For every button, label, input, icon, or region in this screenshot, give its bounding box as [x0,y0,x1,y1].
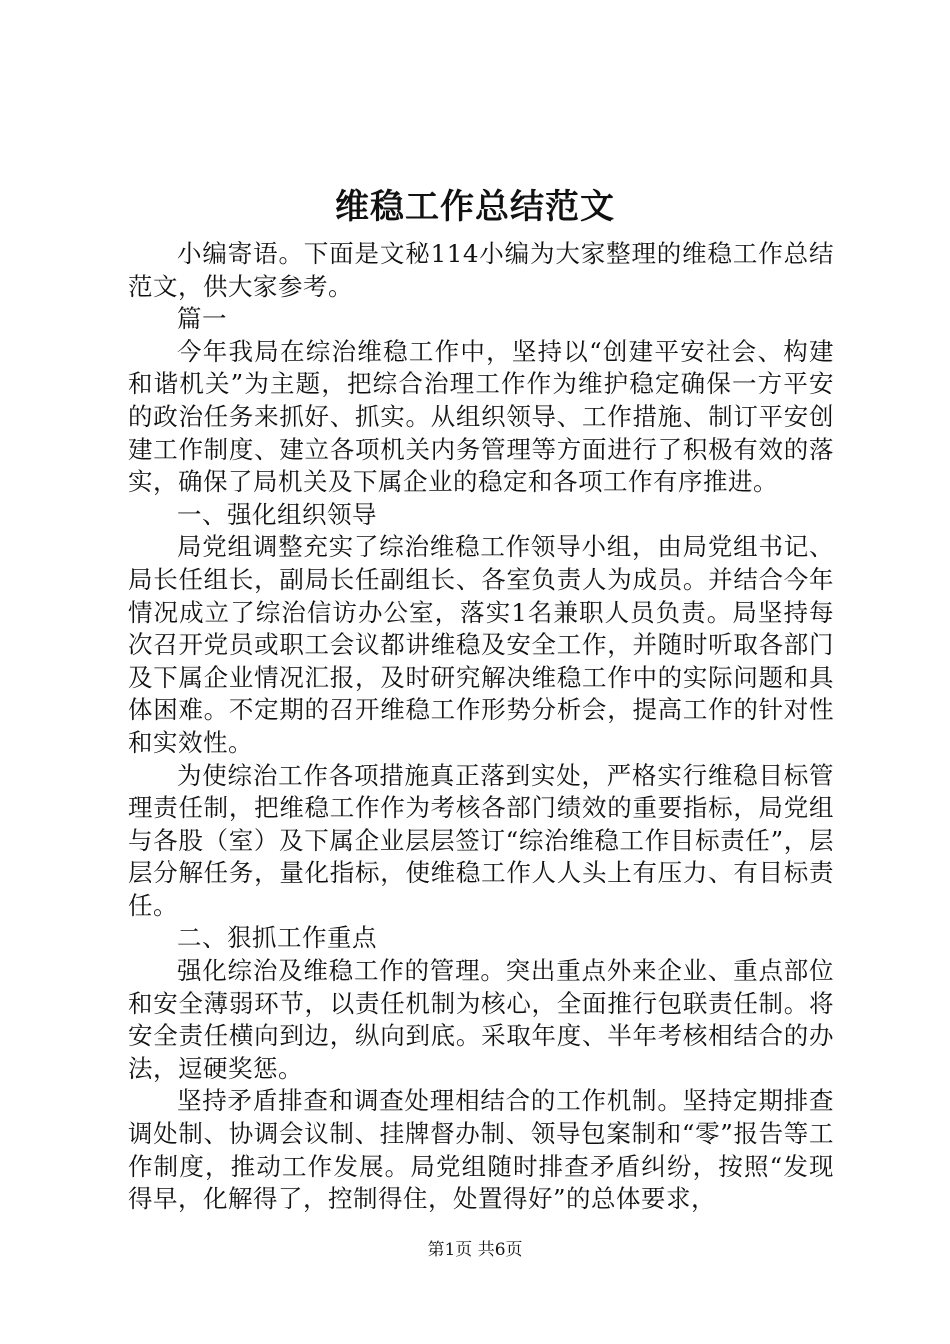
document-title: 维稳工作总结范文 [335,187,615,227]
paragraph-management: 强化综治及维稳工作的管理。突出重点外来企业、重点部位和安全薄弱环节，以责任机制为核心，全面推行包联责任制。将安全责任横向到边，纵向到底。采取年度、半年考核相结合的办法，逗硬奖惩。 [128,956,834,1083]
paragraph-section-label: 篇一 [177,304,227,334]
paragraph-intro: 小编寄语。下面是文秘114小编为大家整理的维稳工作总结范文，供大家参考。 [128,239,834,301]
heading-strengthen-leadership: 一、强化组织领导 [177,499,377,529]
paragraph-leadership-group: 局党组调整充实了综治维稳工作领导小组，由局党组书记、局长任组长，副局长任副组长、各室负责人为成员。并结合今年情况成立了综治信访办公室，落实1名兼职人员负责。局坚持每次召开党员或职工会议都讲维稳及安全工作，并随时听取各部门及下属企业情况汇报，及时研究解决维稳工作中的实际问题和具体困难。不定期的召开维稳工作形势分析会，提高工作的针对性和实效性。 [128,532,834,757]
page-footer: 第1页 共6页 [427,1240,523,1260]
paragraph-responsibility-system: 为使综治工作各项措施真正落到实处，严格实行维稳目标管理责任制，把维稳工作作为考核各部门绩效的重要指标，局党组与各股（室）及下属企业层层签订“综治维稳工作目标责任”，层层分解任务，量化指标，使维稳工作人人头上有压力、有目标责任。 [128,760,834,920]
document-body [128,238,834,1216]
paragraph-overview: 今年我局在综治维稳工作中，坚持以“创建平安社会、构建和谐机关”为主题，把综合治理工作作为维护稳定确保一方平安的政治任务来抓好、抓实。从组织领导、工作措施、制订平安创建工作制度、建立各项机关内务管理等方面进行了积极有效的落实，确保了局机关及下属企业的稳定和各项工作有序推进。 [128,336,834,497]
paragraph-conflict-investigation: 坚持矛盾排查和调查处理相结合的工作机制。坚持定期排查调处制、协调会议制、挂牌督办制、领导包案制和“零”报告等工作制度，推动工作发展。局党组随时排查矛盾纠纷，按照“发现得早，化解得了，控制得住，处置得好”的总体要求， [128,1086,834,1214]
heading-work-priorities: 二、狠抓工作重点 [177,923,377,953]
